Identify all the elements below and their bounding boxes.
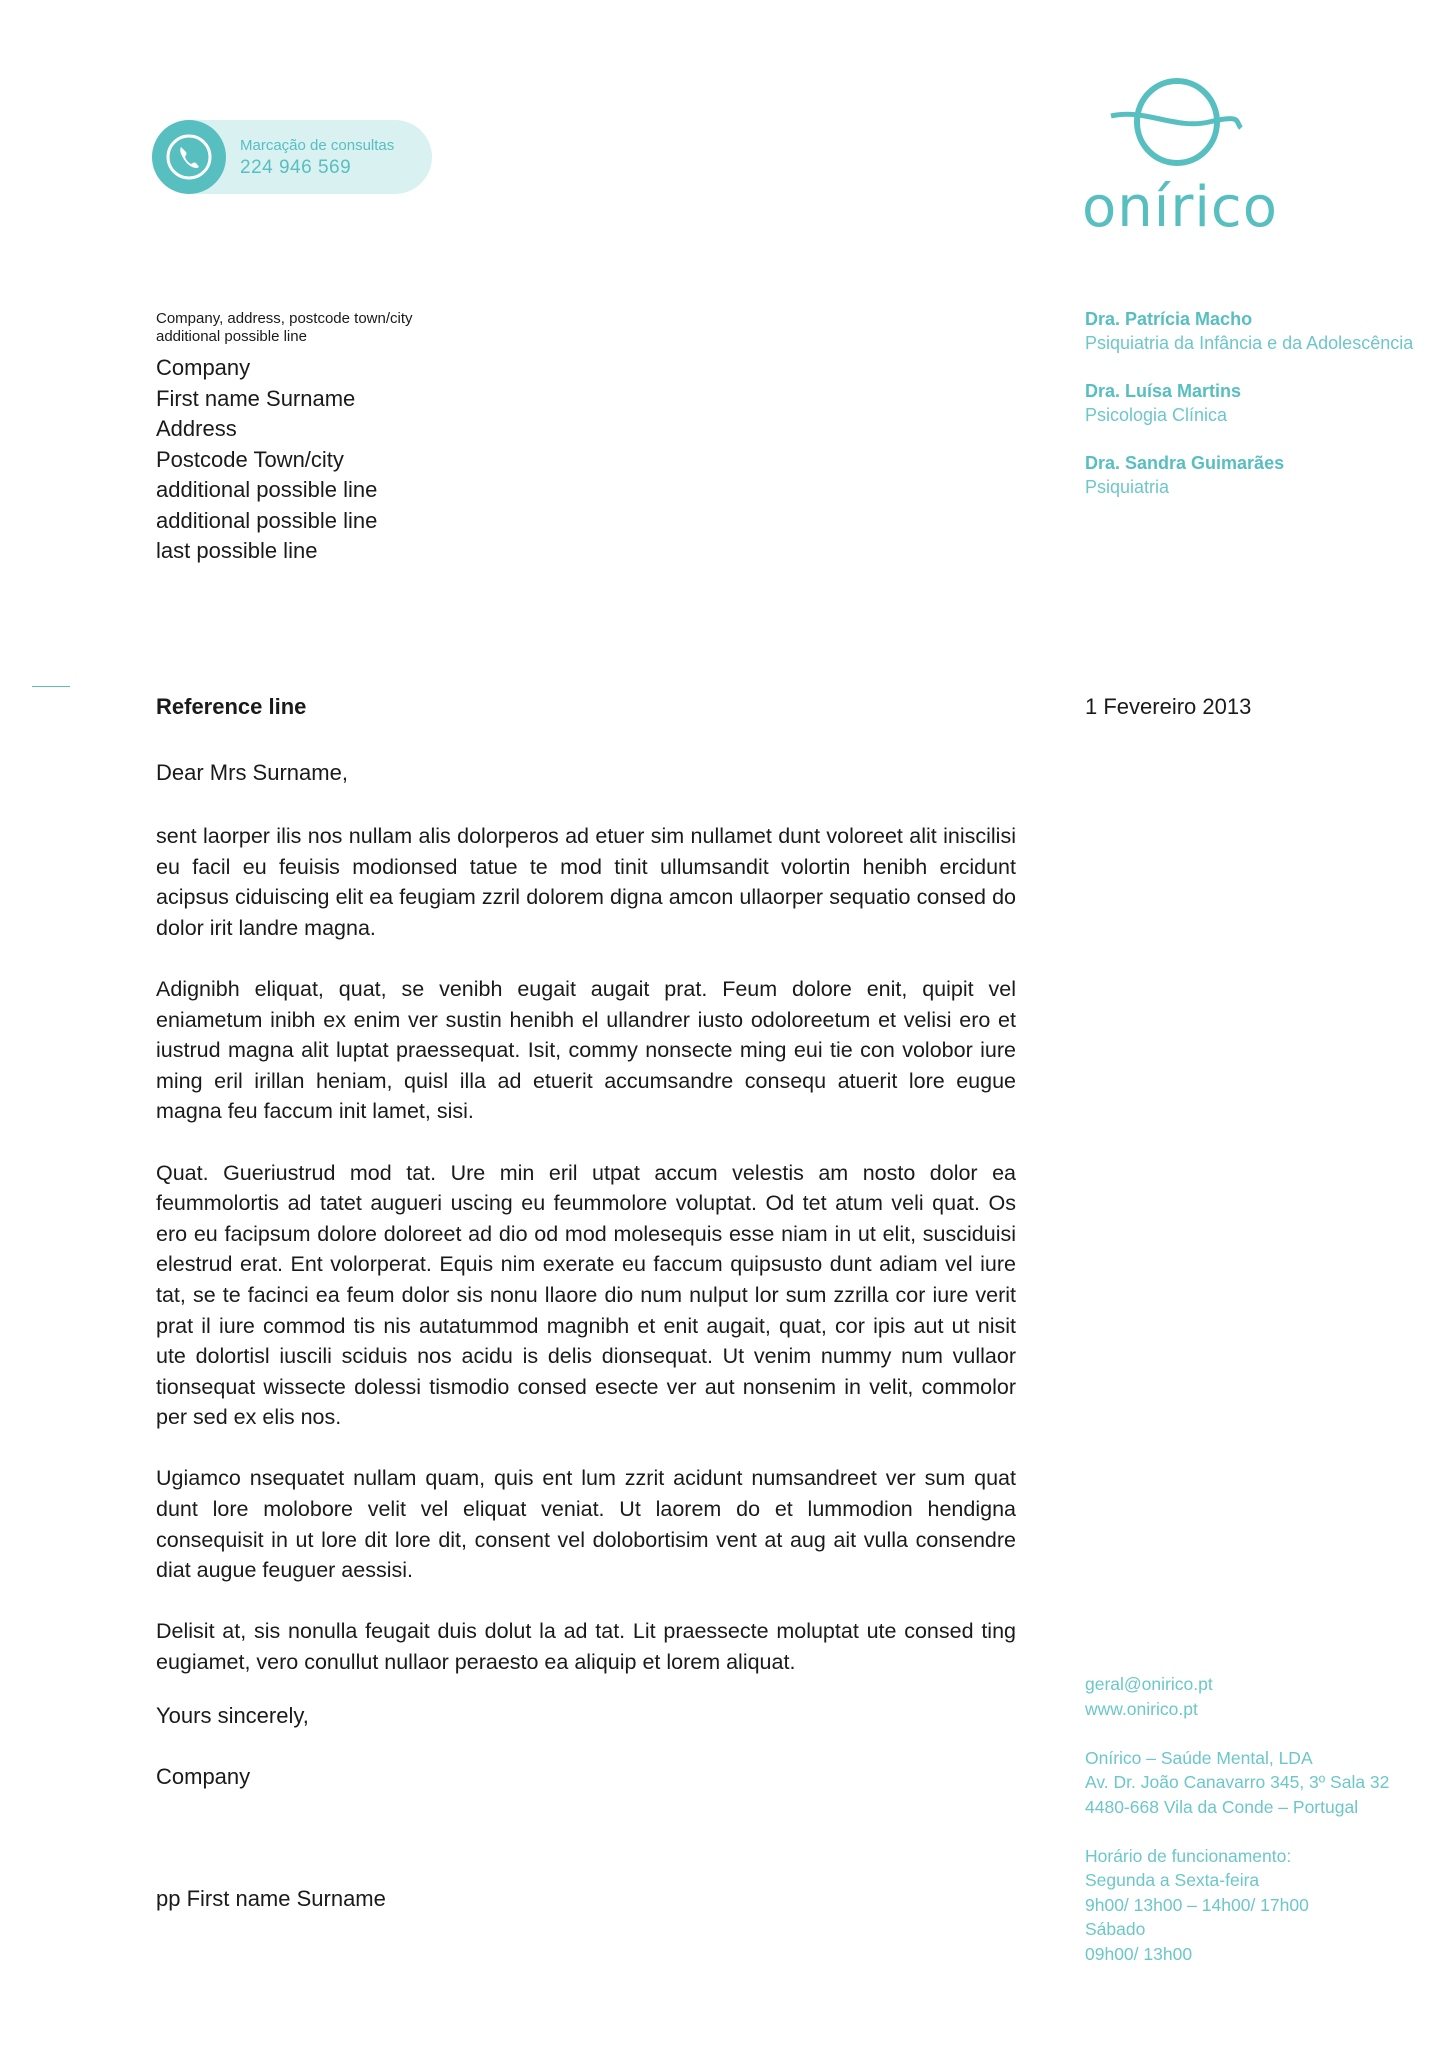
recipient-line: additional possible line [156, 507, 378, 533]
salutation: Dear Mrs Surname, [156, 760, 348, 785]
contact-info [1085, 1672, 1389, 1991]
doctor-specialty: Psiquiatria [1085, 477, 1170, 497]
reference-line: Reference line [156, 694, 307, 719]
body-paragraph: Quat. Gueriustrud mod tat. Ure min eril utpat accum velestis am nosto dolor ea feummolortis ad tatet augueri uscing eu feummolore voluptat. Od tet atum veli quat. Os ero eu facipsum dolore doloreet ad dio od mod molesequis esse niam in ut elit, susciduisi elestrud erat. Ent volorperat. Equis nim exerate eu faccum quipsusto dunt adiam vel iure tat, se te facinci ea feum dolor sis nonu llaore dio num nulput lor sum zzrilla cor iure verit prat il iure commod tis nis autatummod magnibh et enit augait, quat, cor ipis aut ut nisit ute dolortisl iuscili sciduis nos acidu is delis dionsequat. Ut venim nummy num vullaor tionsequat wissecte dolessi tismodio consed esecte ver aut nonsenim in velit, commolor per sed ex elis nos. [156, 1160, 1016, 1430]
sender-address-line [156, 310, 413, 346]
appointment-label: Marcação de consultas [240, 137, 395, 154]
address-line: Onírico – Saúde Mental, LDA [1085, 1747, 1313, 1768]
recipient-line: Postcode Town/city [156, 446, 344, 472]
body-paragraph: Ugiamco nsequatet nullam quam, quis ent lum zzrit acidunt numsandreet ver sum quat dunt lore molobore velit vel eliquat veniat. Ut laorem do et lummodion hendigna consequisit in ut lore dit lore dit, consent vel dolobortisim vent at aug ait vulla consendre diat augue feuguer aessisi. [156, 1466, 1016, 1583]
website-link[interactable]: www.onirico.pt [1085, 1698, 1198, 1719]
doctor-name: Dra. Sandra Guimarães [1085, 453, 1285, 473]
logo-wordmark: onírico [1082, 175, 1278, 240]
doctor-entry [1085, 307, 1413, 355]
logo-mark-icon [1105, 70, 1245, 185]
contact-group [1085, 1672, 1389, 1721]
hours-line: 09h00/ 13h00 [1085, 1943, 1193, 1964]
company-signature: Company [156, 1764, 251, 1789]
recipient-line: First name Surname [156, 385, 356, 411]
appointment-phone-number: 224 946 569 [240, 157, 352, 178]
signatory-name: pp First name Surname [156, 1886, 386, 1911]
doctor-name: Dra. Patrícia Macho [1085, 309, 1253, 329]
letter-body [156, 821, 1016, 1708]
sender-line-1: Company, address, postcode town/city [156, 310, 413, 327]
email-link[interactable]: geral@onirico.pt [1085, 1674, 1213, 1694]
recipient-line: Address [156, 416, 237, 441]
letter-date: 1 Fevereiro 2013 [1085, 694, 1252, 719]
recipient-address [156, 353, 377, 567]
appointment-phone-text [240, 136, 394, 180]
hours-line: Sábado [1085, 1919, 1146, 1939]
hours-group [1085, 1844, 1389, 1967]
doctor-entry [1085, 451, 1413, 499]
recipient-line: last possible line [156, 538, 318, 563]
body-paragraph: Delisit at, sis nonulla feugait duis dolut la ad tat. Lit praessecte moluptat ute consed ting eugiamet, vero conullut nullaor peraesto ea aliquip et lorem aliquat. [156, 1619, 1016, 1675]
closing-phrase: Yours sincerely, [156, 1703, 309, 1728]
hours-line: 9h00/ 13h00 – 14h00/ 17h00 [1085, 1894, 1309, 1915]
recipient-line: Company [156, 355, 251, 380]
address-line: 4480-668 Vila da Conde – Portugal [1085, 1796, 1359, 1817]
doctors-list [1085, 307, 1413, 523]
address-line: Av. Dr. João Canavarro 345, 3º Sala 32 [1085, 1772, 1390, 1792]
body-paragraph: sent laorper ilis nos nullam alis dolorperos ad etuer sim nullamet dunt voloreet alit iniscilisi eu facil eu feuisis modionsed tatue te mod tinit ullumsandit volortin henibh ercidunt acipsus ciduiscing elit ea feugiam zzril dolorem digna amcon ullaorper sequatio consed do dolor irit landre magna. [156, 824, 1016, 940]
phone-icon [152, 120, 226, 194]
doctor-specialty: Psicologia Clínica [1085, 405, 1228, 425]
hours-line: Segunda a Sexta-feira [1085, 1870, 1260, 1890]
body-paragraph: Adignibh eliquat, quat, se venibh eugait augait prat. Feum dolore enit, quipit vel eniametum inibh ex enim ver sustin henibh el ullandrer iusto odoloreetum et velisi ero et iustrud magna alit luptat praessequat. Isit, commy nonsecte ming eui tie con volobor iure ming eril irillan heniam, quisl illa ad etuerit accumsandre consequ atuerit lore eugue magna feu faccum init lamet, sisi. [156, 976, 1016, 1124]
hours-line: Horário de funcionamento: [1085, 1845, 1292, 1866]
address-group [1085, 1746, 1389, 1820]
fold-mark [32, 686, 70, 687]
doctor-entry [1085, 379, 1413, 427]
doctor-specialty: Psiquiatria da Infância e da Adolescência [1085, 333, 1414, 353]
sender-line-2: additional possible line [156, 328, 307, 345]
doctor-name: Dra. Luísa Martins [1085, 381, 1242, 401]
recipient-line: additional possible line [156, 477, 378, 502]
